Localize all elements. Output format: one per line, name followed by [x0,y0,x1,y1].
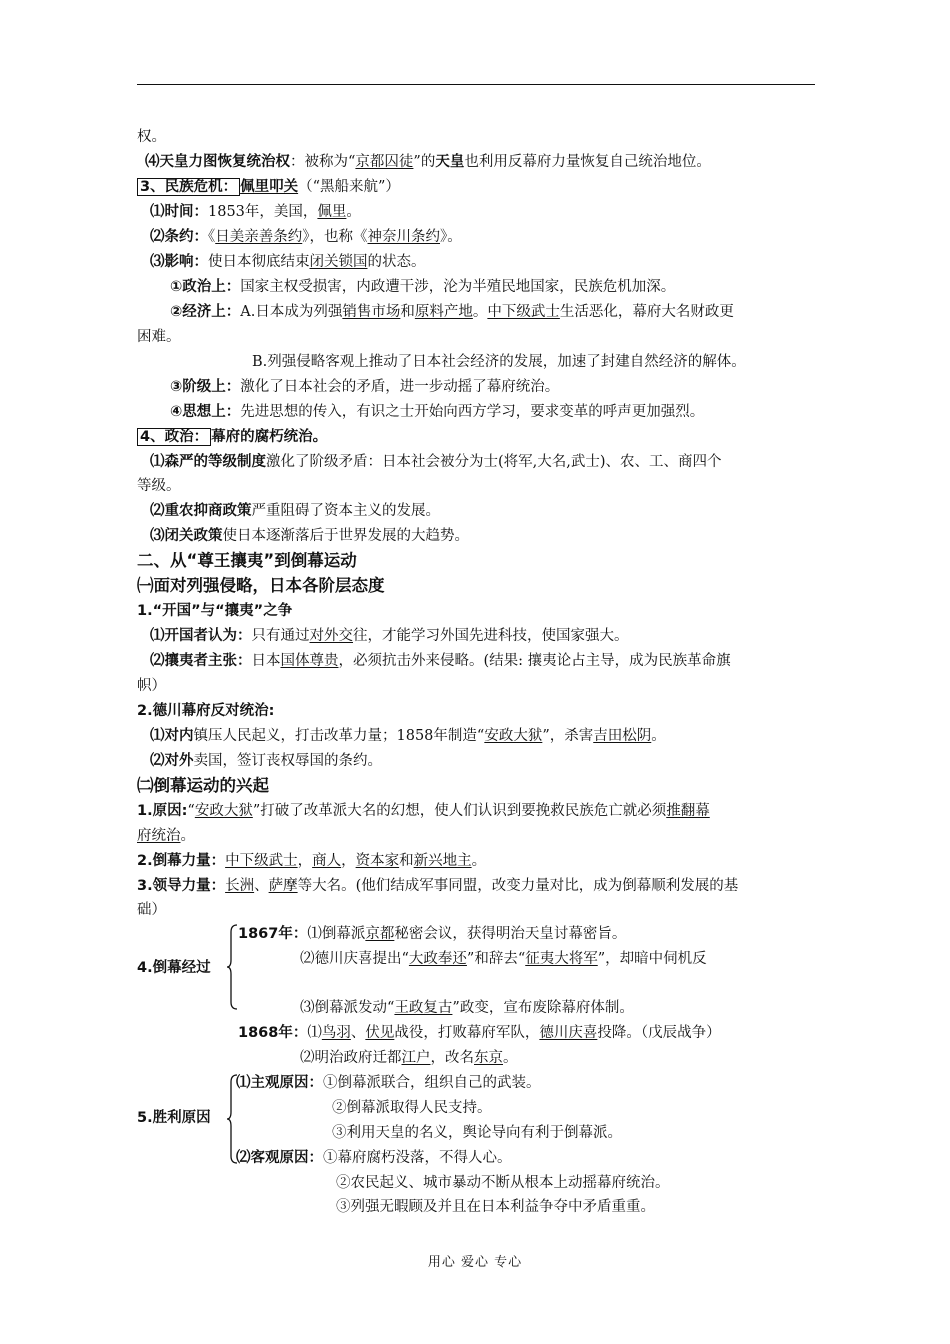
text-line: B.列强侵略客观上推动了日本社会经济的发展，加速了封建自然经济的解体。 [252,354,746,370]
reason-subjective: ⑴主观原因：①倒幕派联合，组织自己的武装。 [236,1075,541,1091]
process-label: 4.倒幕经过 [137,960,211,976]
text-line: ⑴时间：1853年，美国，佩里。 [150,204,361,220]
text-line: ⑵攘夷者主张：日本国体尊贵，必须抗击外来侵略。(结果: 攘夷论占主导，成为民族革命旗 [150,653,731,669]
chapter-heading: 二、从“尊王攘夷”到倒幕运动 [137,551,357,570]
header-rule [137,84,815,85]
text-line: 础） [137,902,166,918]
reason-item: ③列强无暇顾及并且在日本利益争夺中矛盾重重。 [336,1199,655,1215]
reason-item: ③利用天皇的名义，舆论导向有利于倒幕派。 [332,1125,622,1141]
text-line: 2.倒幕力量：中下级武士，商人，资本家和新兴地主。 [137,853,487,869]
timeline-event: ⑵明治政府迁都江户，改名东京。 [300,1050,518,1066]
text-line: ⑴开国者认为：只有通过对外交往，才能学习外国先进科技，使国家强大。 [150,628,629,644]
text-line: ⑷天皇力图恢复统治权：被称为“京都囚徒”的天皇也利用反幕府力量恢复自己统治地位。 [145,154,711,170]
text-line: ⑶影响：使日本彻底结束闭关锁国的状态。 [150,254,426,270]
reason-item: ②倒幕派取得人民支持。 [332,1100,492,1116]
text-line: ⑶闭关政策使日本逐渐落后于世界发展的大趋势。 [150,528,469,544]
page-footer: 用心 爱心 专心 [427,1255,523,1270]
sub-heading: ㈡倒幕运动的兴起 [137,776,269,795]
text-line: ①政治上：国家主权受损害，内政遭干涉，沦为半殖民地国家，民族危机加深。 [170,279,676,295]
section-heading: 3、民族危机： 佩里叩关（“黑船来航”） [137,177,400,197]
text-line: ④思想上：先进思想的传入，有识之士开始向西方学习，要求变革的呼声更加强烈。 [170,404,705,420]
text-line: 困难。 [137,329,181,345]
text-line: 等级。 [137,478,181,494]
text-line: ⑵重农抑商政策严重阻碍了资本主义的发展。 [150,503,440,519]
text-line: ⑴对内镇压人民起义，打击改革力量；1858年制造“安政大狱”，杀害吉田松阴。 [150,728,666,744]
text-line: 帜） [137,678,166,694]
text-line: 府统治。 [137,828,195,844]
sub-heading: ㈠面对列强侵略，日本各阶层态度 [137,576,385,595]
reasons-label: 5.胜利原因 [137,1110,211,1126]
text-line: 3.领导力量：长洲、萨摩等大名。(他们结成军事同盟，改变力量对比，成为倒幕顺利发展的基 [137,878,739,894]
text-line: ②经济上：A.日本成为列强销售市场和原料产地。中下级武士生活恶化，幕府大名财政更 [170,304,734,320]
text-line: ⑴森严的等级制度激化了阶级矛盾：日本社会被分为士(将军,大名,武士)、农、工、商四个 [150,454,722,470]
timeline-event: ⑵德川庆喜提出“大政奉还”和辞去“征夷大将军”，却暗中伺机反 [300,951,707,967]
timeline-event: ⑶倒幕派发动“王政复古”政变，宣布废除幕府体制。 [300,1000,634,1016]
text-line: 1.原因:“安政大狱”打破了改革派大名的幻想，使人们认识到要挽救民族危亡就必须推翻幕 [137,803,710,819]
item-heading: 2.德川幕府反对统治: [137,703,275,719]
timeline-1867: 1867年：⑴倒幕派京都秘密会议，获得明治天皇讨幕密旨。 [238,926,627,942]
text-line: ⑵条约：《日美亲善条约》，也称《神奈川条约》。 [150,229,462,245]
section-heading: 4、政治： 幕府的腐朽统治。 [137,427,327,447]
item-heading: 1.“开国”与“攘夷”之争 [137,603,293,619]
reason-objective: ⑵客观原因：①幕府腐朽没落，不得人心。 [236,1150,512,1166]
brace-icon [226,924,238,1010]
reason-item: ②农民起义、城市暴动不断从根本上动摇幕府统治。 [336,1175,670,1191]
timeline-1868: 1868年：⑴鸟羽、伏见战役，打败幕府军队，德川庆喜投降。（戊辰战争） [238,1025,721,1041]
text-line: ⑵对外卖国，签订丧权辱国的条约。 [150,753,382,769]
text-line: 权。 [137,129,166,145]
text-line: ③阶级上：激化了日本社会的矛盾，进一步动摇了幕府统治。 [170,379,560,395]
